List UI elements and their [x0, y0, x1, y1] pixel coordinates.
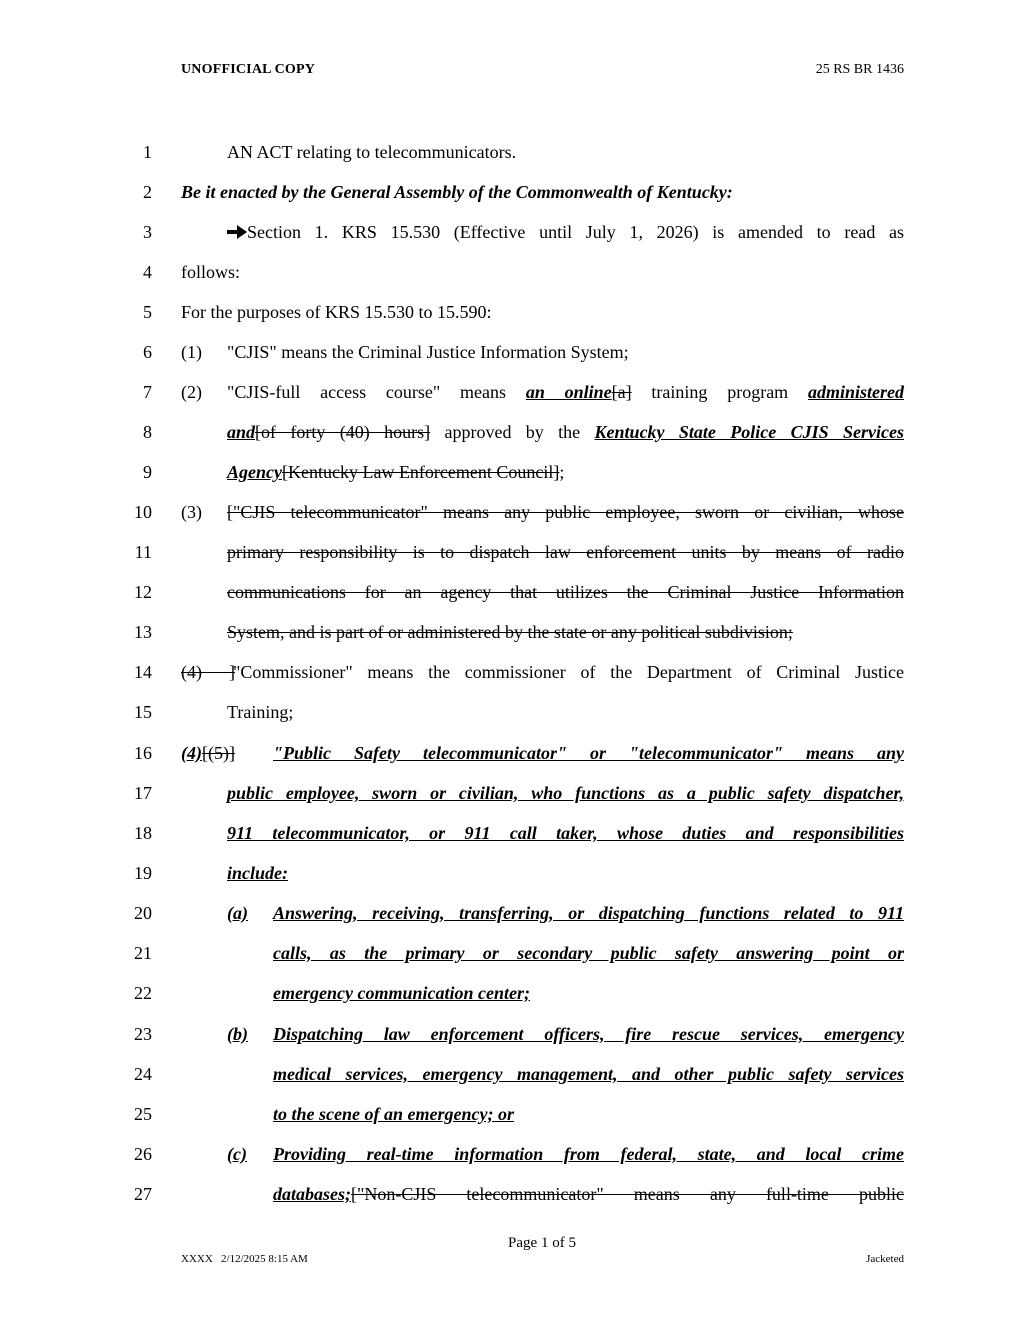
- paragraph-number: (c): [227, 1144, 247, 1164]
- inserted-text: public employee, sworn or civilian, who functions as a public safety dispatcher,: [227, 783, 904, 803]
- text-line-27: [273, 1183, 904, 1205]
- line-number: 9: [143, 462, 152, 482]
- text-line-14: "Commissioner" means the commissioner of the Department of Criminal Justice: [233, 662, 904, 682]
- inserted-text: an online: [525, 382, 612, 402]
- inserted-text: calls, as the primary or secondary public safety answering point or: [273, 943, 904, 963]
- inserted-text: emergency communication center;: [273, 983, 530, 1003]
- line-number: 18: [134, 823, 152, 843]
- line-number: 4: [143, 262, 152, 282]
- section-text: KRS 15.530 (Effective until July 1, 2026) is amended to read as: [341, 222, 904, 242]
- enacting-clause: Be it enacted by the General Assembly of the Commonwealth of Kentucky:: [181, 182, 733, 202]
- deleted-text: primary responsibility is to dispatch law enforcement units by means of radio: [227, 542, 904, 562]
- inserted-text: databases;: [273, 1184, 351, 1204]
- line-number: 21: [134, 943, 152, 963]
- header-left: UNOFFICIAL COPY: [181, 62, 316, 77]
- deleted-text: ["CJIS telecommunicator" means any public employee, sworn or civilian, whose: [227, 502, 904, 522]
- inserted-text: medical services, emergency management, and other public safety services: [273, 1064, 904, 1084]
- text-segment: ;: [559, 462, 565, 482]
- line-number: 22: [134, 983, 152, 1003]
- inserted-text: Kentucky State Police CJIS Services: [594, 422, 904, 442]
- inserted-text: "Public Safety telecommunicator" or "telecommunicator" means any: [273, 743, 904, 763]
- section-arrow-icon: [227, 225, 247, 239]
- deleted-text: (4) ]: [181, 662, 235, 682]
- page-number: Page 1 of 5: [508, 1235, 576, 1251]
- line-number: 7: [143, 382, 152, 402]
- footer-right: Jacketed: [866, 1253, 904, 1265]
- line-number: 27: [134, 1184, 152, 1204]
- line-number: 3: [143, 222, 152, 242]
- line-number: 6: [143, 342, 152, 362]
- deleted-text: communications for an agency that utilizes the Criminal Justice Information: [227, 582, 904, 602]
- line-number: 12: [134, 582, 152, 602]
- line-number: 10: [134, 502, 152, 522]
- line-number: 24: [134, 1064, 152, 1084]
- text-line-6: "CJIS" means the Criminal Justice Information System;: [227, 342, 629, 362]
- subsection-number: (3): [181, 502, 202, 522]
- line-number: 8: [143, 422, 152, 442]
- header-right: 25 RS BR 1436: [815, 62, 904, 77]
- line-number: 5: [143, 302, 152, 322]
- text-line-9: [227, 461, 564, 483]
- line-number: 15: [134, 702, 152, 722]
- act-title: AN ACT relating to telecommunicators.: [227, 142, 517, 162]
- inserted-text: Agency: [227, 462, 282, 482]
- subsection-number: (1): [181, 342, 202, 362]
- section-label: Section 1.: [247, 222, 329, 242]
- line-number: 11: [134, 542, 152, 562]
- line-number: 14: [134, 662, 152, 682]
- line-number: 16: [134, 743, 152, 763]
- text-line-8: [227, 421, 904, 443]
- inserted-text: (4): [181, 743, 202, 763]
- inserted-text: include:: [227, 863, 288, 883]
- line-number: 1: [143, 142, 152, 162]
- deleted-text: [Kentucky Law Enforcement Council]: [281, 462, 560, 482]
- inserted-text: and: [227, 422, 256, 442]
- text-line-4: follows:: [181, 262, 241, 282]
- line-number: 19: [134, 863, 152, 883]
- inserted-text: Dispatching law enforcement officers, fire rescue services, emergency: [273, 1024, 904, 1044]
- line-number: 2: [143, 182, 152, 202]
- text-segment: training program: [651, 382, 789, 402]
- text-line-5: For the purposes of KRS 15.530 to 15.590:: [181, 302, 492, 322]
- inserted-text: Answering, receiving, transferring, or dispatching functions related to 911: [273, 903, 904, 923]
- subsection-number-line-16: [181, 742, 235, 764]
- deleted-text: [of forty (40) hours]: [255, 422, 431, 442]
- line-number: 25: [134, 1104, 152, 1124]
- paragraph-number: (a): [227, 903, 248, 923]
- deleted-text: [a]: [611, 382, 632, 402]
- inserted-text: administered: [807, 382, 904, 402]
- text-line-15: Training;: [227, 702, 294, 722]
- deleted-text: ["Non-CJIS telecommunicator" means any full-time public: [351, 1184, 904, 1204]
- section-heading-line: [227, 221, 904, 243]
- inserted-text: to the scene of an emergency; or: [273, 1104, 514, 1124]
- line-number: 17: [134, 783, 152, 803]
- paragraph-number: (b): [227, 1024, 248, 1044]
- deleted-text: System, and is part of or administered by the state or any political subdivision;: [227, 622, 793, 642]
- deleted-text: [(5)]: [202, 743, 235, 763]
- text-segment: "CJIS-full access course" means: [227, 382, 507, 402]
- text-line-7: [227, 381, 904, 403]
- text-segment: approved by the: [444, 422, 581, 442]
- line-number: 13: [134, 622, 152, 642]
- line-number: 20: [134, 903, 152, 923]
- subsection-number: (2): [181, 382, 202, 402]
- inserted-text: 911 telecommunicator, or 911 call taker, whose duties and responsibilities: [227, 823, 904, 843]
- inserted-text: Providing real-time information from federal, state, and local crime: [273, 1144, 904, 1164]
- line-number: 26: [134, 1144, 152, 1164]
- footer-left: XXXX 2/12/2025 8:15 AM: [181, 1253, 308, 1265]
- line-number: 23: [134, 1024, 152, 1044]
